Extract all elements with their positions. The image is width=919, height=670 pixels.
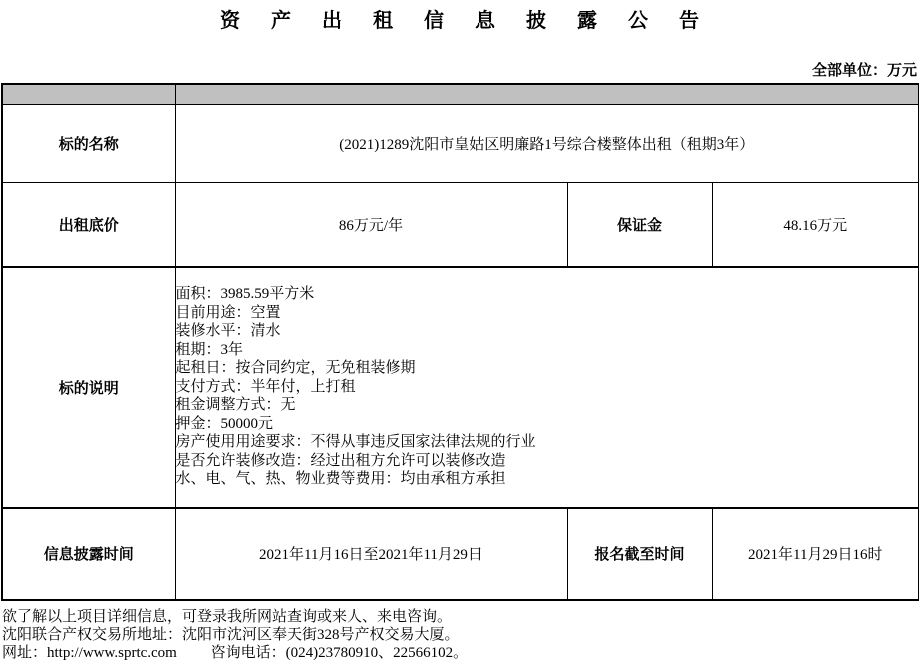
spec-line-lease-term: 租期：3年 [175, 341, 244, 358]
footer-info-line: 欲了解以上项目详细信息，可登录我所网站查询或来人、来电咨询。 [2, 608, 453, 625]
spec-line-utilities: 水、电、气、热、物业费等费用：均由承租方承担 [175, 471, 506, 488]
header-cell-label [2, 84, 175, 105]
disclosure-time-value: 2021年11月16日至2021年11月29日 [175, 508, 567, 600]
spec-line-current-use: 目前用途：空置 [175, 304, 281, 321]
deposit-value: 48.16万元 [712, 183, 919, 267]
spec-line-deposit: 押金：50000元 [175, 415, 274, 432]
spec-line-payment: 支付方式：半年付，上打租 [175, 378, 356, 395]
footer-website: 网址：http://www.sprtc.com [2, 644, 177, 661]
deposit-label: 保证金 [567, 183, 712, 267]
disclosure-table [1, 83, 919, 601]
registration-deadline-label: 报名截至时间 [567, 508, 712, 600]
table-header-row [2, 84, 919, 105]
subject-name-row [2, 105, 919, 183]
footer-notes [2, 608, 919, 662]
unit-note: 全部单位：万元 [811, 63, 917, 79]
page-title: 资 产 出 租 信 息 披 露 公 告 [220, 10, 712, 32]
spec-line-start-date: 起租日：按合同约定，无免租装修期 [175, 360, 416, 377]
spec-line-rent-adjustment: 租金调整方式：无 [175, 397, 296, 414]
header-cell-value [175, 84, 919, 105]
registration-deadline-value: 2021年11月29日16时 [712, 508, 919, 600]
base-price-label: 出租底价 [2, 183, 175, 267]
footer-phone: 咨询电话：(024)23780910、22566102。 [210, 644, 469, 661]
footer-contact-line [2, 644, 919, 662]
footer-address-line: 沈阳联合产权交易所地址：沈阳市沈河区奉天街328号产权交易大厦。 [2, 626, 460, 643]
base-price-value: 86万元/年 [175, 183, 567, 267]
subject-name-label: 标的名称 [2, 105, 175, 183]
spec-line-renovation-permission: 是否允许装修改造：经过出租方允许可以装修改造 [175, 452, 506, 469]
subject-name-value: (2021)1289沈阳市皇姑区明廉路1号综合楼整体出租（租期3年） [175, 105, 919, 183]
disclosure-time-label: 信息披露时间 [2, 508, 175, 600]
spec-line-decoration-level: 装修水平：清水 [175, 323, 281, 340]
subject-description-content [175, 267, 919, 508]
subject-description-label: 标的说明 [2, 267, 175, 508]
price-row [2, 183, 919, 267]
spec-line-usage-requirement: 房产使用用途要求：不得从事违反国家法律法规的行业 [175, 434, 536, 451]
spec-line-area: 面积：3985.59平方米 [175, 286, 315, 303]
subject-description-row [2, 267, 919, 508]
disclosure-time-row [2, 508, 919, 600]
